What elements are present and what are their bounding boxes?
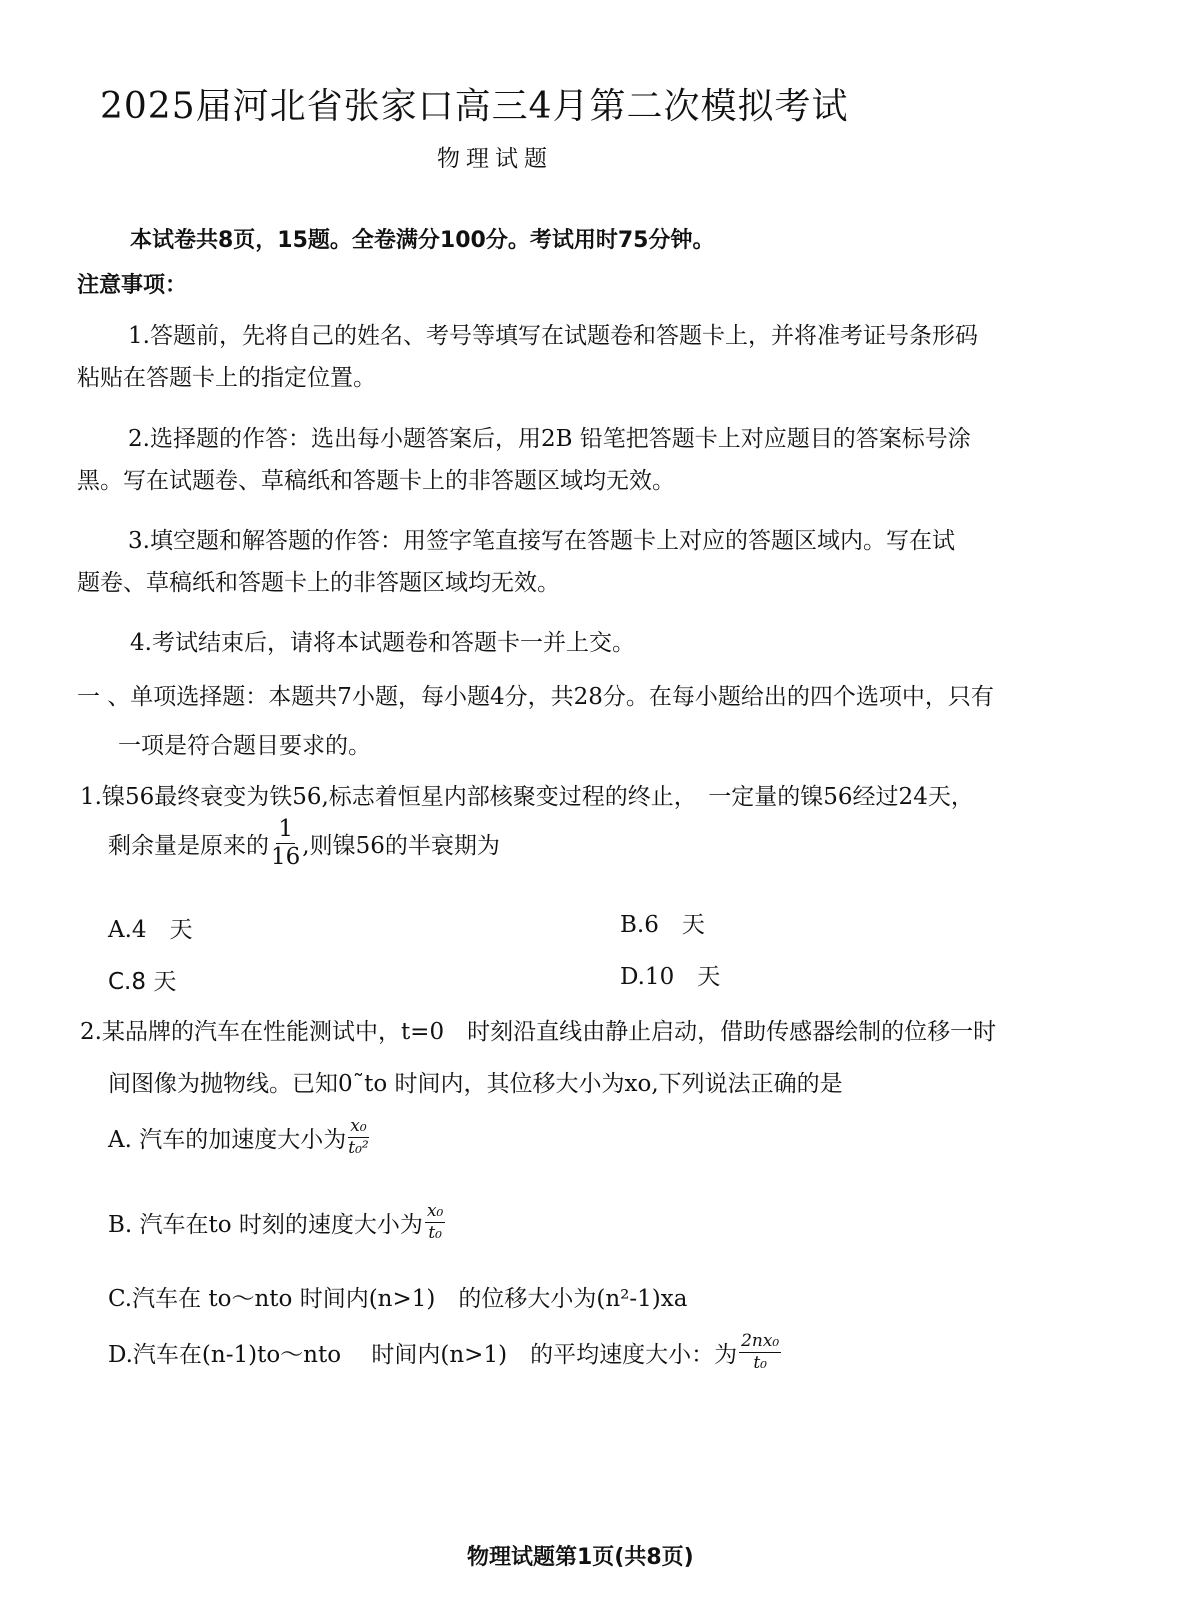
q1-fraction-denominator: 16 bbox=[271, 844, 301, 870]
exam-info: 本试卷共8页，15题。全卷满分100分。考试用时75分钟。 bbox=[130, 228, 715, 253]
q2-option-d-denominator: t₀ bbox=[753, 1353, 767, 1373]
q2-stem-line-2: 间图像为抛物线。已知0˜to 时间内，其位移大小为xo,下列说法正确的是 bbox=[108, 1071, 843, 1097]
q2-option-b-denominator: t₀ bbox=[428, 1223, 442, 1243]
q2-option-a-text: A. 汽车的加速度大小为 bbox=[108, 1127, 347, 1153]
exam-title: 2025届河北省张家口高三4月第二次模拟考试 bbox=[100, 86, 849, 127]
q2-option-b-text: B. 汽车在to 时刻的速度大小为 bbox=[108, 1212, 423, 1238]
q1-fraction-numerator: 1 bbox=[278, 816, 293, 842]
q2-option-c: C.汽车在 to～nto 时间内(n>1) 的位移大小为(n²-1)xa bbox=[108, 1286, 688, 1312]
q1-stem-line-2 bbox=[108, 818, 500, 869]
q1-option-c: C.8 天 bbox=[108, 969, 177, 995]
q2-option-a-fraction bbox=[348, 1118, 368, 1157]
page-footer: 物理试题第1页(共8页) bbox=[467, 1545, 694, 1570]
q2-option-b-fraction bbox=[425, 1203, 445, 1242]
q1-option-a: A.4 天 bbox=[108, 917, 193, 943]
q1-option-d: D.10 天 bbox=[620, 964, 721, 990]
q1-option-b: B.6 天 bbox=[620, 912, 705, 938]
section-1-line-1: 一 、单项选择题：本题共7小题，每小题4分，共28分。在每小题给出的四个选项中，只有 bbox=[77, 684, 994, 710]
q2-option-d-fraction bbox=[739, 1333, 781, 1372]
note-2-line-1: 2.选择题的作答：选出每小题答案后，用2B 铅笔把答题卡上对应题目的答案标号涂 bbox=[128, 426, 971, 452]
note-2-line-2: 黑。写在试题卷、草稿纸和答题卡上的非答题区域均无效。 bbox=[77, 468, 675, 494]
q2-option-d-numerator: 2nx₀ bbox=[741, 1331, 780, 1351]
q2-option-a-denominator: t₀² bbox=[348, 1138, 369, 1158]
note-3-line-2: 题卷、草稿纸和答题卡上的非答题区域均无效。 bbox=[77, 570, 560, 596]
q2-stem-line-1: 2.某品牌的汽车在性能测试中，t=0 时刻沿直线由静止启动，借助传感器绘制的位移一时 bbox=[80, 1019, 997, 1045]
q2-option-d-text: D.汽车在(n-1)to～nto 时间内(n>1) 的平均速度大小：为 bbox=[108, 1342, 738, 1368]
q2-option-d bbox=[108, 1333, 783, 1372]
note-3-line-1: 3.填空题和解答题的作答：用签字笔直接写在答题卡上对应的答题区域内。写在试 bbox=[128, 528, 955, 554]
q1-fraction bbox=[271, 818, 300, 869]
section-1-line-2: 一项是符合题目要求的。 bbox=[118, 733, 371, 759]
q1-stem-line-1: 1.镍56最终衰变为铁56,标志着恒星内部核聚变过程的终止， 一定量的镍56经过24天， bbox=[80, 784, 974, 810]
q1-stem-pre: 剩余量是原来的 bbox=[108, 833, 269, 859]
note-1-line-2: 粘贴在答题卡上的指定位置。 bbox=[77, 365, 376, 391]
note-1-line-1: 1.答题前，先将自己的姓名、考号等填写在试题卷和答题卡上，并将准考证号条形码 bbox=[128, 323, 978, 349]
note-4: 4.考试结束后，请将本试题卷和答题卡一并上交。 bbox=[130, 630, 635, 656]
q2-option-a bbox=[108, 1118, 371, 1157]
q2-option-b bbox=[108, 1203, 447, 1242]
q2-option-a-numerator: x₀ bbox=[350, 1116, 367, 1136]
exam-subtitle: 物理试题 bbox=[437, 146, 553, 172]
notes-heading: 注意事项： bbox=[77, 273, 188, 298]
q2-option-b-numerator: x₀ bbox=[426, 1201, 444, 1221]
q1-stem-post: ,则镍56的半衰期为 bbox=[302, 833, 500, 859]
